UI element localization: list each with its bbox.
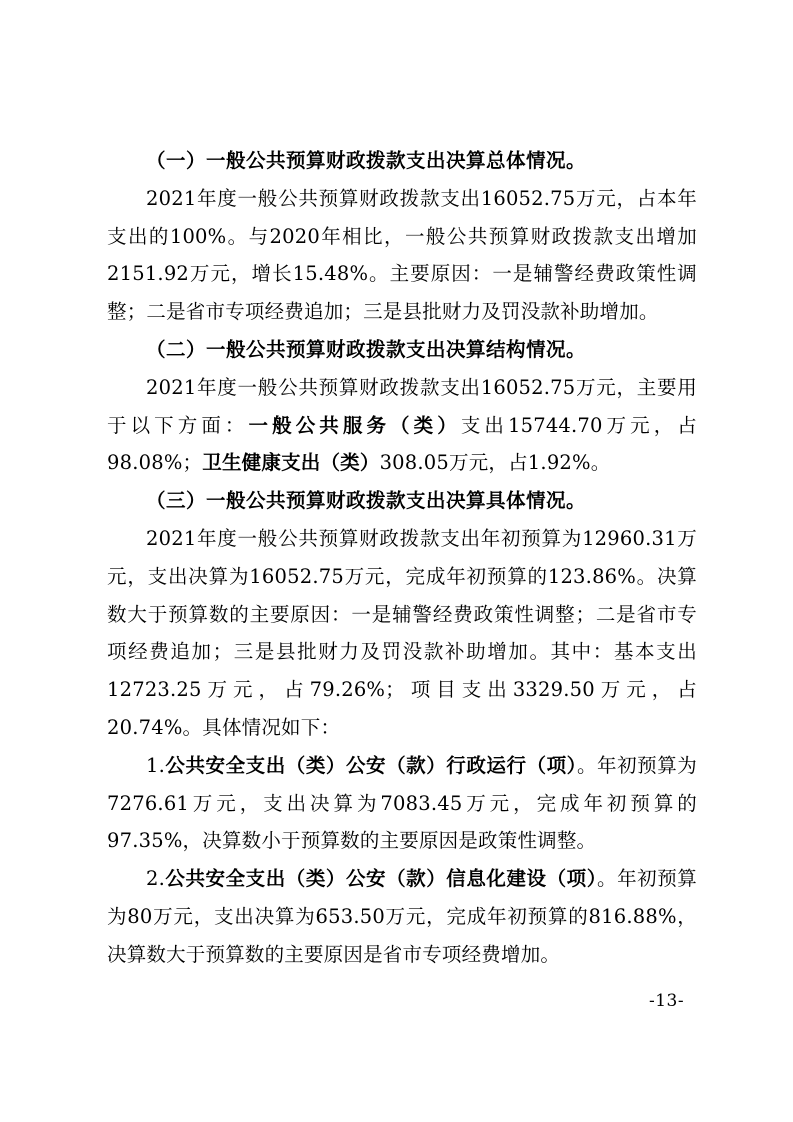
section3-item-2 xyxy=(107,860,697,973)
item-2-text: 。年初预算为80万元，支出决算为653.50万元，完成年初预算的816.88%，决算数大于预算数的主要原因是省市专项经费增加。 xyxy=(107,867,697,966)
item-1-number: 1. xyxy=(146,753,166,777)
item-2-label: 公共安全支出（类）公安（款）信息化建设（项） xyxy=(165,867,598,891)
section2-paragraph xyxy=(107,369,697,482)
item-1-text: 。年初预算为7276.61万元，支出决算为7083.45万元，完成年初预算的97.35%，决算数小于预算数的主要原因是政策性调整。 xyxy=(107,753,698,853)
section2-heading: （二）一般公共预算财政拨款支出决算结构情况。 xyxy=(146,337,587,361)
section2-item1-text: 支出15744.70万元，占98.08%； xyxy=(107,413,697,475)
section2-item2-label: 卫生健康支出（类） xyxy=(202,451,380,475)
page-number: -13- xyxy=(649,991,685,1011)
section1-heading: （一）一般公共预算财政拨款支出决算总体情况。 xyxy=(146,149,587,172)
section2-item2-text: 308.05万元，占1.92%。 xyxy=(379,451,611,475)
item-1-label: 公共安全支出（类）公安（款）行政运行（项） xyxy=(165,753,577,777)
section3-item-1 xyxy=(107,747,697,860)
section1-paragraph: 2021年度一般公共预算财政拨款支出16052.75万元，占本年支出的100%。与2020年相比，一般公共预算财政拨款支出增加2151.92万元，增长15.48%。主要原因：一是辅警经费政策性调整；二是省市专项经费追加；三是县批财力及罚没款补助增加。 xyxy=(107,186,697,324)
document-body xyxy=(107,142,697,974)
item-2-number: 2. xyxy=(146,867,166,891)
section2-item1-label: 一般公共服务（类） xyxy=(248,413,461,437)
section3-heading: （三）一般公共预算财政拨款支出决算具体情况。 xyxy=(146,489,587,513)
section2-intro: 2021年度一般公共预算财政拨款支出16052.75万元，主要用于以下方面： xyxy=(107,375,697,437)
section3-paragraph: 2021年度一般公共预算财政拨款支出年初预算为12960.31万元，支出决算为16052.75万元，完成年初预算的123.86%。决算数大于预算数的主要原因：一是辅警经费政策性调整；二是省市专项经费追加；三是县批财力及罚没款补助增加。其中：基本支出12723.25万元，占79.26%；项目支出3329.50万元，占20.74%。具体情况如下： xyxy=(107,526,697,739)
